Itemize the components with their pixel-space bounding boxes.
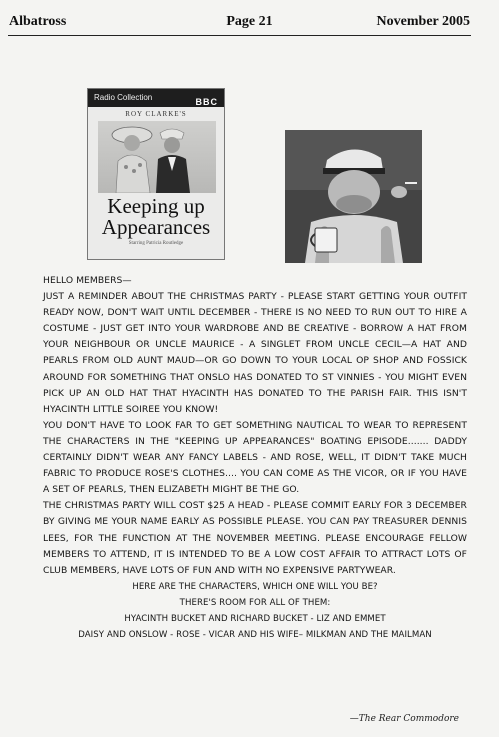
- cover-photo: [98, 121, 216, 193]
- characters-room: THERE'S ROOM FOR ALL OF THEM:: [179, 597, 331, 608]
- book-cover-image: [87, 88, 225, 260]
- cover-author: ROY CLARKE'S: [125, 110, 187, 118]
- characters-list: DAISY AND ONSLOW - ROSE - VICAR AND HIS WIFE– MILKMAN AND THE MAILMAN: [78, 630, 432, 641]
- letter-body: [43, 273, 467, 643]
- letter-greeting: HELLO MEMBERS—: [43, 275, 132, 286]
- letter-paragraph: YOU DON'T HAVE TO LOOK FAR TO GET SOMETHING NAUTICAL TO WEAR TO REPRESENT THE CHARACTERS IN THE "KEEPING UP APPEARANCES" BOATING EPISODE....... DADDY CERTAINLY DIDN'T WEAR ANY FANCY LABELS - AND ROSE, WELL, IT DIDN'T TAKE MUCH FABRIC TO PRODUCE ROSE'S CLOTHES.... YOU CAN COME AS THE VICOR, OR IF YOU HAVE A SET OF PEARLS, THEN ELIZABETH MIGHT BE THE GO.: [43, 419, 467, 496]
- characters-list: HYACINTH BUCKET AND RICHARD BUCKET - LIZ AND EMMET: [124, 613, 386, 624]
- page-number: Page 21: [226, 14, 273, 29]
- newsletter-name: Albatross: [9, 14, 67, 29]
- cover-brand-logo: BBC: [195, 97, 218, 107]
- cover-title-line1: Keeping up: [107, 194, 205, 218]
- man-with-mug-illustration: [285, 130, 422, 263]
- header-rule: [8, 35, 471, 36]
- letter-paragraph: JUST A REMINDER ABOUT THE CHRISTMAS PARTY - PLEASE START GETTING YOUR OUTFIT READY NOW, DON'T WAIT UNTIL DECEMBER - THERE IS NO NEED TO RUN OUT TO HIRE A COSTUME - JUST GET INTO YOUR WARDROBE AND BE CREATIVE - BORROW A HAT FROM YOUR NEIGHBOUR OR UNCLE MAURICE - A SINGLET FROM UNCLE CECIL—A HAT AND PEARLS FROM OLD AUNT MAUD—OR GO DOWN TO YOUR LOCAL OP SHOP AND FOSSICK AROUND FOR SOMETHING THAT ONSLO HAS DONATED TO ST VINNIES - YOU MIGHT EVEN PICK UP AN OLD HAT THAT HYACINTH HAS DONATED TO THE PARISH FAIR. THIS ISN'T HYACINTH LITTLE SOIREE YOU KNOW!: [43, 291, 467, 415]
- characters-prompt: HERE ARE THE CHARACTERS, WHICH ONE WILL YOU BE?: [132, 581, 378, 592]
- cover-series-bar: [88, 89, 224, 107]
- cover-figures-illustration: [98, 121, 216, 193]
- cover-subtitle: Starring Patricia Routledge: [128, 241, 184, 246]
- letter-paragraph: THE CHRISTMAS PARTY WILL COST $25 A HEAD - PLEASE COMMIT EARLY FOR 3 DECEMBER BY GIVING ME YOUR NAME EARLY AS POSSIBLE PLEASE. YOU CAN PAY TREASURER DENNIS LEES, FOR THE FUNCTION AT THE NOVEMBER MEETING. PLEASE ENCOURAGE FELLOW MEMBERS TO ATTEND, IT IS INTENDED TO BE A LOW COST AFFAIR TO ATTRACT LOTS OF CLUB MEMBERS, HAVE LOTS OF FUN AND WITH NO EXPENSIVE PARTYWEAR.: [43, 500, 467, 576]
- character-photo: [285, 130, 422, 263]
- cover-series: Radio Collection: [94, 93, 153, 102]
- cover-title-line2: Appearances: [101, 215, 211, 239]
- issue-date: November 2005: [376, 14, 470, 29]
- signature: —The Rear Commodore: [349, 714, 459, 724]
- page-header: [0, 0, 499, 40]
